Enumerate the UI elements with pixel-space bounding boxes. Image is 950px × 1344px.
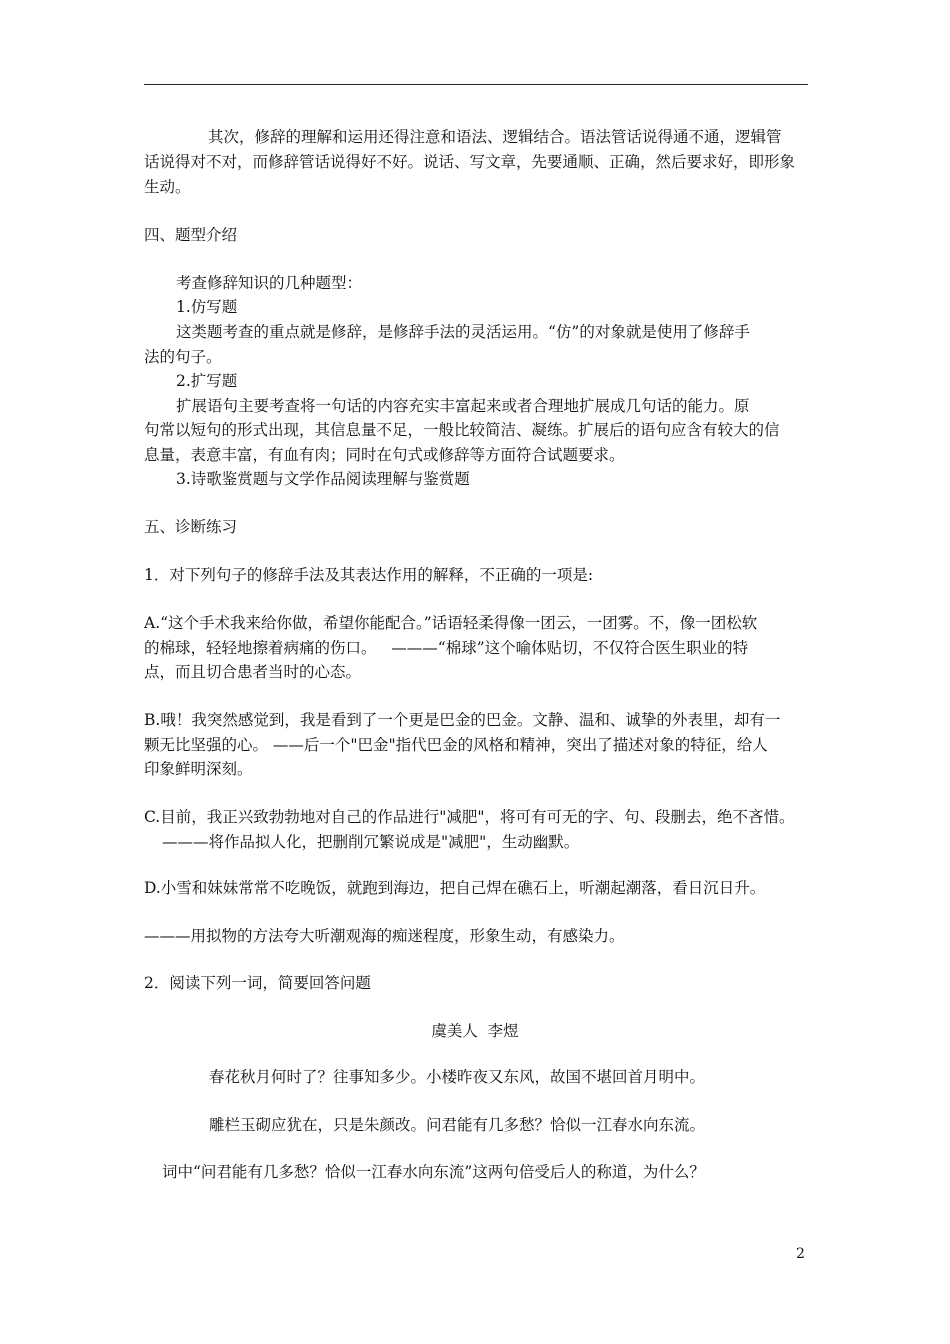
- section4-line: 考查修辞知识的几种题型：: [176, 274, 363, 292]
- q1-option-b-line: B.哦！我突然感觉到，我是看到了一个更是巴金的巴金。文静、温和、诚挚的外表里，却有一: [144, 711, 781, 729]
- page-number: 2: [796, 1246, 805, 1262]
- q1-option-c-line: ———将作品拟人化，把删削冗繁说成是"减肥"，生动幽默。: [162, 833, 580, 851]
- q1-option-d-line: ———用拟物的方法夸大听潮观海的痴迷程度，形象生动，有感染力。: [144, 927, 625, 945]
- q1-option-d-line: D.小雪和妹妹常常不吃晚饭，就跑到海边，把自己焊在礁石上，听潮起潮落，看日沉日升。: [144, 879, 766, 897]
- section4-line: 息量，表意丰富，有血有肉；同时在句式或修辞等方面符合试题要求。: [144, 446, 625, 464]
- poem-line: 春花秋月何时了？往事知多少。小楼昨夜又东风，故国不堪回首月明中。: [209, 1068, 706, 1086]
- section4-line: 1.仿写题: [176, 298, 238, 316]
- q1-option-b-line: 颗无比坚强的心。 ——后一个"巴金"指代巴金的风格和精神，突出了描述对象的特征，给人: [144, 736, 768, 754]
- header-rule: [144, 84, 808, 85]
- q1-option-a-line: 点，而且切合患者当时的心态。: [144, 663, 362, 681]
- section4-line: 这类题考查的重点就是修辞，是修辞手法的灵活运用。“仿”的对象就是使用了修辞手: [176, 323, 750, 341]
- q1-option-a-line: A.“这个手术我来给你做，希望你能配合。”话语轻柔得像一团云，一团雾。不，像一团松软: [144, 614, 758, 632]
- poem-title: 虞美人 李煜: [431, 1022, 519, 1040]
- q1-option-a-line: 的棉球，轻轻地擦着病痛的伤口。 ———“棉球”这个喻体贴切，不仅符合医生职业的特: [144, 639, 749, 657]
- intro-line: 生动。: [144, 178, 191, 196]
- q1-stem: 1．对下列句子的修辞手法及其表达作用的解释，不正确的一项是:: [144, 566, 594, 584]
- section4-line: 2.扩写题: [176, 372, 238, 390]
- intro-line: 其次，修辞的理解和运用还得注意和语法、逻辑结合。语法管话说得通不通，逻辑管: [208, 128, 782, 146]
- q2-question: 词中“问君能有几多愁？恰似一江春水向东流”这两句倍受后人的称道，为什么？: [162, 1163, 705, 1181]
- section4-line: 3.诗歌鉴赏题与文学作品阅读理解与鉴赏题: [176, 470, 470, 488]
- q2-stem: 2．阅读下列一词，简要回答问题: [144, 974, 371, 992]
- section4-heading: 四、题型介绍: [144, 226, 238, 244]
- q1-option-b-line: 印象鲜明深刻。: [144, 760, 253, 778]
- poem-line: 雕栏玉砌应犹在，只是朱颜改。问君能有几多愁？恰似一江春水向东流。: [209, 1116, 706, 1134]
- section4-line: 法的句子。: [144, 348, 222, 366]
- intro-line: 话说得对不对，而修辞管话说得好不好。说话、写文章，先要通顺、正确，然后要求好，即形象: [144, 153, 796, 171]
- q1-option-c-line: C.目前，我正兴致勃勃地对自己的作品进行"减肥"，将可有可无的字、句、段删去，绝不吝惜。: [144, 808, 795, 826]
- section4-line: 句常以短句的形式出现，其信息量不足，一般比较简洁、凝练。扩展后的语句应含有较大的信: [144, 421, 780, 439]
- section5-heading: 五、诊断练习: [144, 518, 238, 536]
- section4-line: 扩展语句主要考查将一句话的内容充实丰富起来或者合理地扩展成几句话的能力。原: [176, 397, 750, 415]
